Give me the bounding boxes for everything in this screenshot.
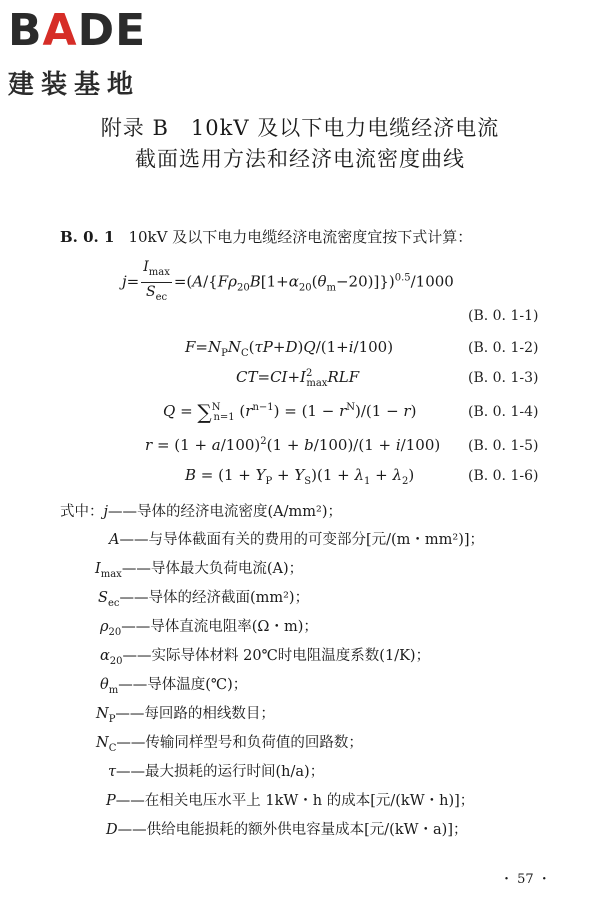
definition-Sec: $S_{ec}——$导体的经济截面(mm²)； (98, 590, 310, 609)
definition-NC: $N_C——$传输同样型号和负荷值的回路数； (96, 735, 363, 754)
formula-b015: $r = (1 + a/100)^2(1 + b/100)/(1 + i/100)$ (145, 436, 441, 454)
clause-heading (60, 226, 472, 247)
definition-Imax: $I_{max}——$导体最大负荷电流(A)； (95, 561, 304, 580)
appendix-title-line2: 截面选用方法和经济电流密度曲线 (135, 147, 465, 171)
eqno-b012: (B. 0. 1-2) (468, 340, 539, 356)
appendix-title-line1: 附录 B 10kV 及以下电力电缆经济电流 (100, 116, 500, 140)
eqno-b014: (B. 0. 1-4) (468, 404, 539, 420)
formula-b014: Q = ∑$^N_{n=1}$ $(r^{n-1}) = (1 - r^N)/(1 - r)$ (163, 400, 417, 424)
page-number: ・ 57 ・ (500, 872, 551, 887)
definition-NP: $N_P——$每回路的相线数目； (96, 706, 275, 725)
formula-b011: j= $\frac{I_{max}}{S_{ec}}$ $=(A/\{F\rho_{20}B[1+\alpha_{20}(\theta_m-20)]\})^{0.5}/1000$ (122, 259, 454, 303)
clause-text: 10kV 及以下电力电缆经济电流密度宜按下式计算： (128, 228, 473, 246)
definition-theta-m: $\theta_m——$导体温度(℃)； (100, 677, 248, 696)
logo-wordmark: BADE (8, 5, 147, 56)
formula-b013: $CT=CI+I^2_{max}RLF$ (236, 368, 360, 389)
definition-tau: τ——最大损耗的运行时间(h/a)； (108, 764, 325, 780)
formula-b012: $F=N_PN_C(\tau P+D)Q/(1+i/100)$ (185, 338, 394, 359)
logo-subtitle: 建装基地 (8, 70, 141, 100)
definition-rho20: $\rho_{20}——$导体直流电阻率(Ω・m)； (100, 619, 318, 638)
definition-A: A——与导体截面有关的费用的可变部分[元/(m・mm²)]； (109, 532, 485, 548)
formula-b016: $B = (1 + Y_P + Y_S)(1 + \lambda_1 + \lambda_2)$ (185, 466, 415, 487)
eqno-b016: (B. 0. 1-6) (468, 468, 539, 484)
definition-P: P——在相关电压水平上 1kW・h 的成本[元/(kW・h)]； (106, 793, 475, 809)
definition-j: 式中：j——导体的经济电流密度(A/mm²)； (60, 504, 342, 520)
eqno-b011: (B. 0. 1-1) (468, 308, 539, 324)
eqno-b013: (B. 0. 1-3) (468, 370, 539, 386)
brand-logo (8, 6, 178, 101)
clause-number: B. 0. 1 (60, 228, 115, 246)
eqno-b015: (B. 0. 1-5) (468, 438, 539, 454)
definition-alpha20: $\alpha_{20}——$实际导体材料 20℃时电阻温度系数(1/K)； (100, 648, 431, 667)
definition-D: D——供给电能损耗的额外供电容量成本[元/(kW・a)]； (106, 822, 468, 838)
